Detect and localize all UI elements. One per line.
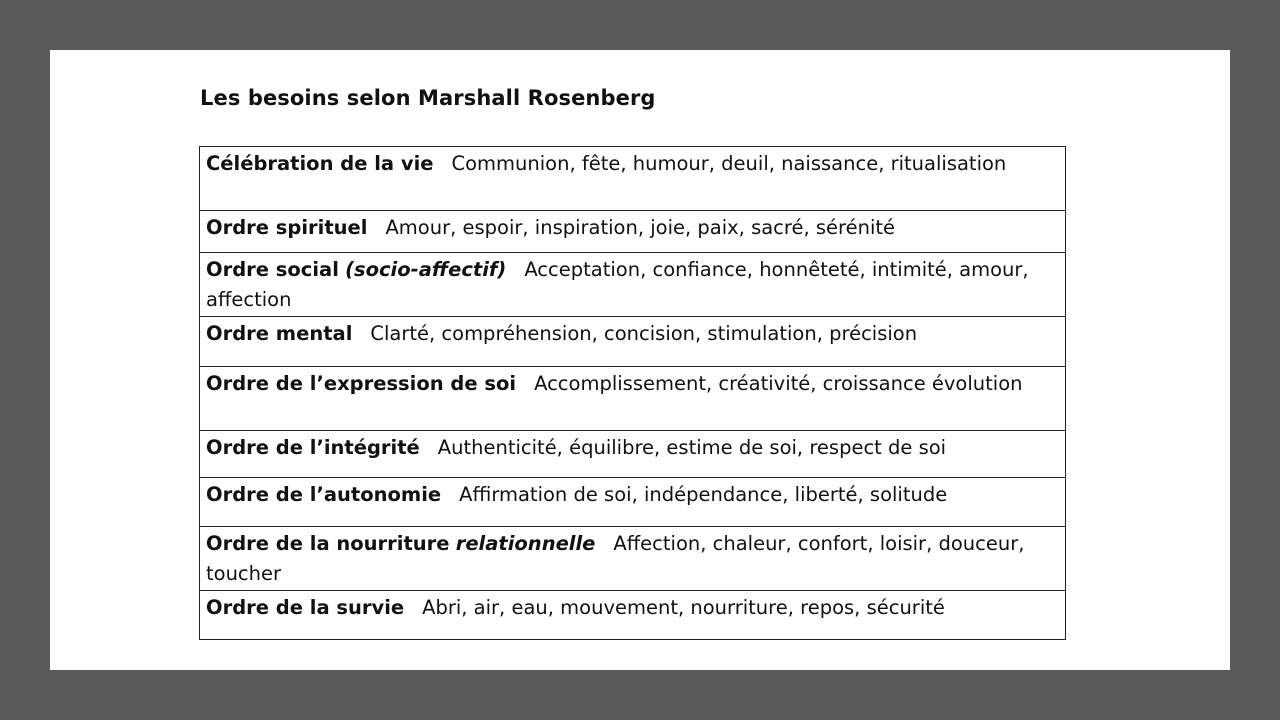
needs-list: Affection, chaleur, confort, loisir, douceur, toucher xyxy=(206,532,1025,585)
table-cell xyxy=(200,527,1066,591)
needs-list: Authenticité, équilibre, estime de soi, respect de soi xyxy=(437,436,947,459)
table-cell xyxy=(200,317,1066,367)
category-label: Ordre spirituel xyxy=(206,216,368,239)
slide xyxy=(50,50,1230,670)
table-cell xyxy=(200,253,1066,317)
needs-list: Accomplissement, créativité, croissance évolution xyxy=(534,372,1023,395)
category-label: Ordre de la survie xyxy=(206,596,405,619)
needs-list: Affirmation de soi, indépendance, liberté, solitude xyxy=(459,483,948,506)
table-cell xyxy=(200,431,1066,478)
needs-list: Abri, air, eau, mouvement, nourriture, repos, sécurité xyxy=(422,596,945,619)
category-label: Célébration de la vie xyxy=(206,152,434,175)
needs-list: Clarté, compréhension, concision, stimulation, précision xyxy=(370,322,918,345)
table-row xyxy=(200,527,1066,591)
table-cell xyxy=(200,478,1066,527)
category-label: Ordre de la nourriture xyxy=(206,532,450,555)
table-row xyxy=(200,211,1066,253)
table-row xyxy=(200,591,1066,640)
table-cell xyxy=(200,211,1066,253)
needs-list: Communion, fête, humour, deuil, naissance, ritualisation xyxy=(451,152,1007,175)
needs-list: Acceptation, confiance, honnêteté, intimité, amour, affection xyxy=(206,258,1029,311)
category-label: Ordre mental xyxy=(206,322,353,345)
table-row xyxy=(200,431,1066,478)
slide-title: Les besoins selon Marshall Rosenberg xyxy=(200,86,656,110)
category-emphasis: relationnelle xyxy=(455,532,596,555)
table-row xyxy=(200,367,1066,431)
table-row xyxy=(200,253,1066,317)
table-row xyxy=(200,147,1066,211)
table-row xyxy=(200,478,1066,527)
table-cell xyxy=(200,147,1066,211)
category-label: Ordre de l’expression de soi xyxy=(206,372,517,395)
table-cell xyxy=(200,591,1066,640)
needs-list: Amour, espoir, inspiration, joie, paix, sacré, sérénité xyxy=(385,216,896,239)
category-label: Ordre de l’intégrité xyxy=(206,436,420,459)
needs-table xyxy=(199,146,1066,640)
category-label: Ordre social xyxy=(206,258,339,281)
table-cell xyxy=(200,367,1066,431)
table-row xyxy=(200,317,1066,367)
category-emphasis: (socio-affectif) xyxy=(345,258,507,281)
category-label: Ordre de l’autonomie xyxy=(206,483,442,506)
